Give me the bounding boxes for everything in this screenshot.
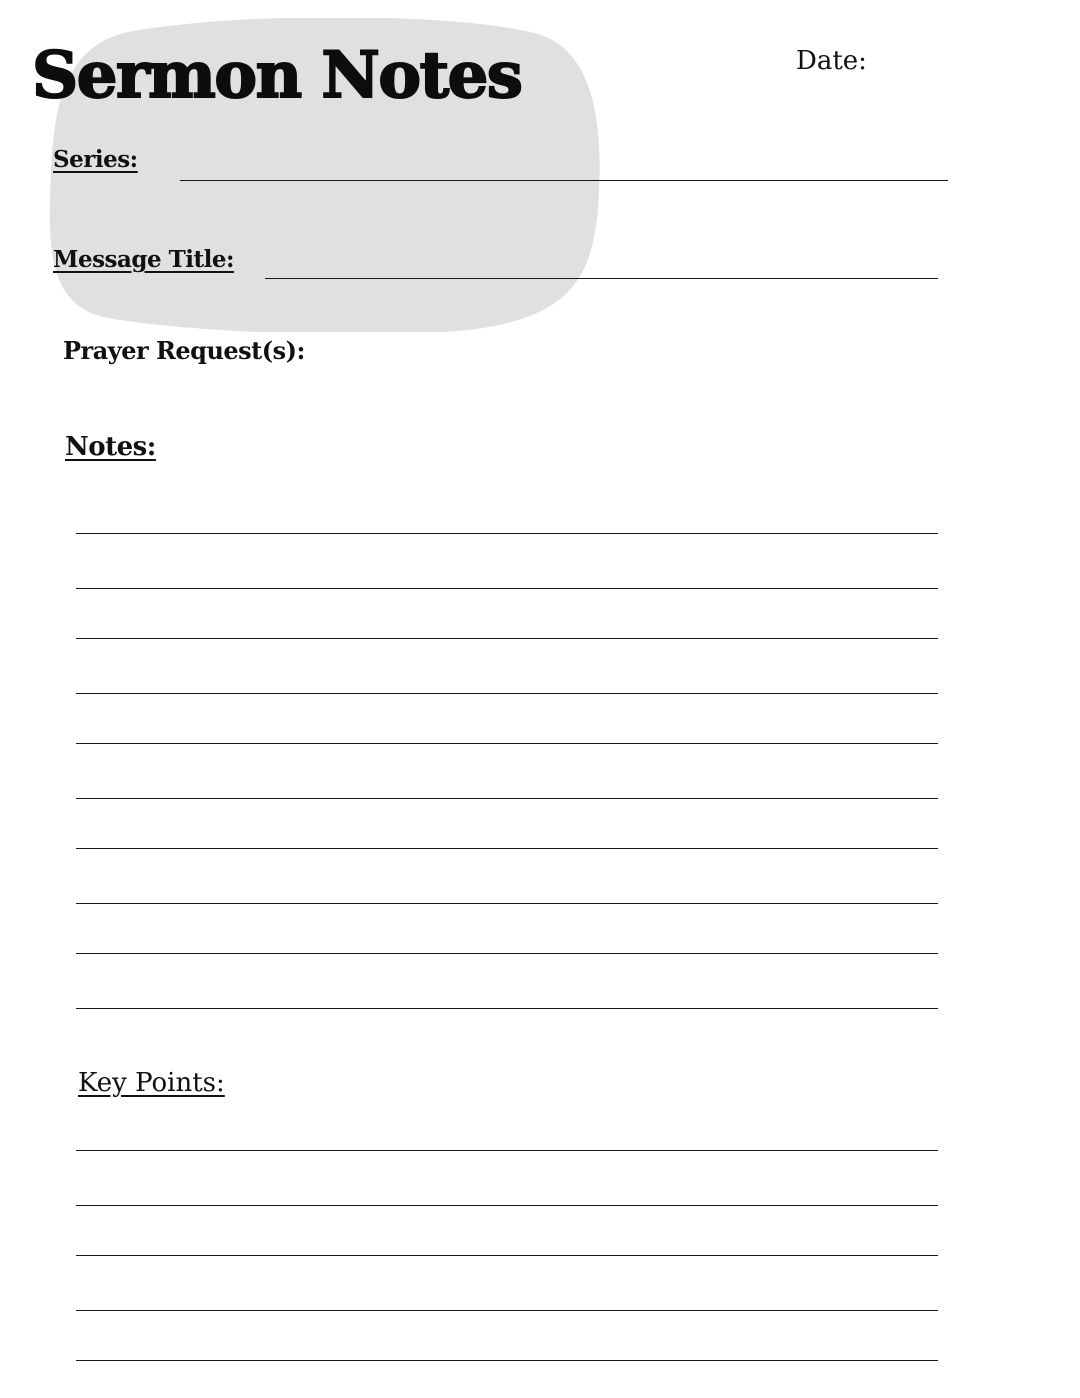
message-title-line [265, 278, 938, 279]
key-points-writing-line [76, 1255, 938, 1256]
notes-writing-line [76, 533, 938, 534]
page-title: Sermon Notes [32, 38, 522, 113]
date-label: Date: [796, 46, 867, 76]
notes-writing-line [76, 848, 938, 849]
notes-writing-line [76, 953, 938, 954]
notes-writing-line [76, 638, 938, 639]
notes-writing-line [76, 588, 938, 589]
notes-label: Notes: [65, 432, 156, 462]
key-points-writing-line [76, 1205, 938, 1206]
key-points-label: Key Points: [78, 1068, 225, 1098]
message-title-label: Message Title: [53, 246, 234, 273]
series-label: Series: [53, 146, 138, 173]
notes-writing-line [76, 743, 938, 744]
notes-writing-line [76, 1008, 938, 1009]
key-points-writing-line [76, 1150, 938, 1151]
notes-writing-line [76, 693, 938, 694]
notes-writing-line [76, 798, 938, 799]
series-line [180, 180, 948, 181]
key-points-writing-line [76, 1310, 938, 1311]
prayer-requests-label: Prayer Request(s): [63, 336, 305, 365]
notes-writing-line [76, 903, 938, 904]
key-points-writing-line [76, 1360, 938, 1361]
